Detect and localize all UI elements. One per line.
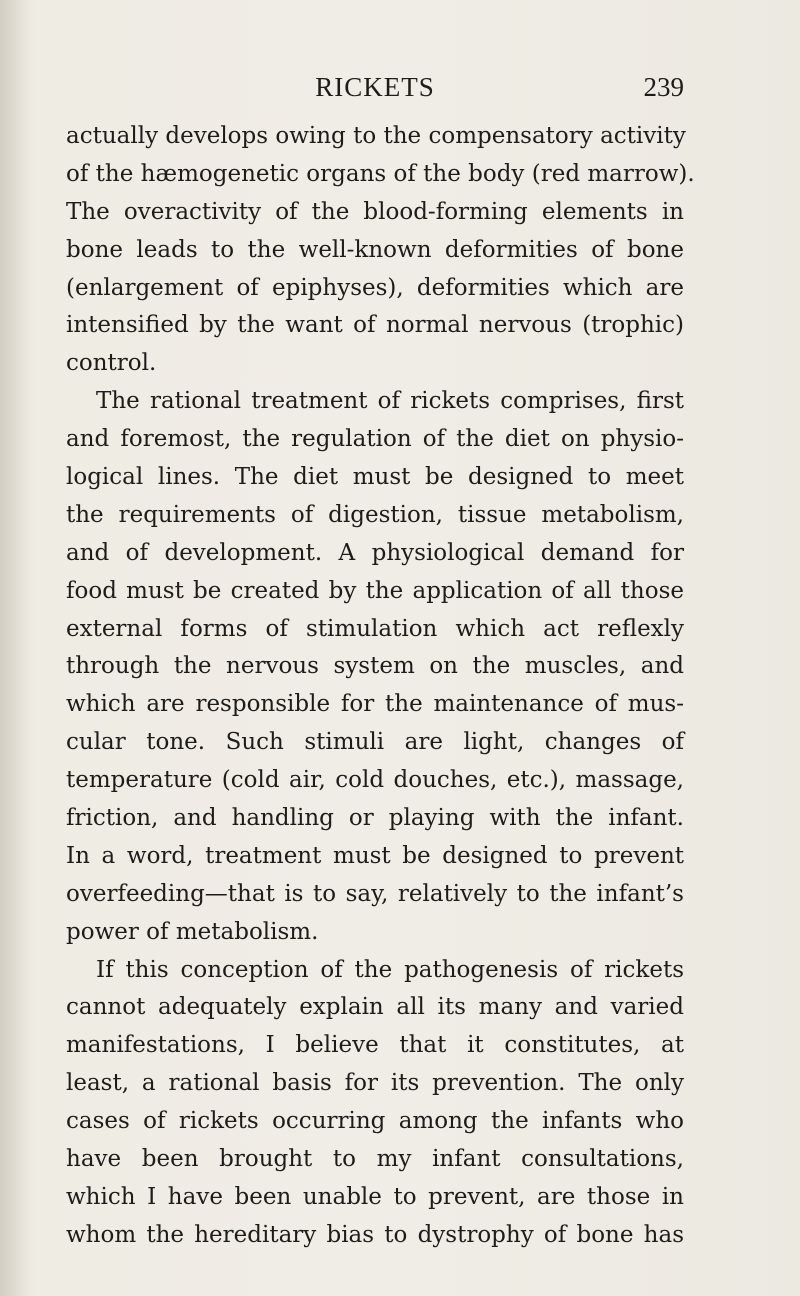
text-line: food must be created by the application of all those	[66, 577, 684, 604]
text-line: intensified by the want of normal nervous (trophic)	[66, 312, 684, 339]
page-number: 239	[643, 72, 684, 102]
text-line: cases of rickets occurring among the infants who	[66, 1108, 684, 1135]
text-line: which are responsible for the maintenance of mus-	[66, 691, 684, 718]
text-line: cular tone. Such stimuli are light, changes of	[66, 729, 684, 756]
gutter-shadow	[0, 0, 30, 1296]
text-line: bone leads to the well-known deformities of bone	[66, 236, 684, 263]
text-line: The rational treatment of rickets comprises, first	[96, 388, 684, 415]
text-line: control.	[66, 350, 157, 377]
text-line: power of metabolism.	[66, 918, 319, 945]
running-head	[66, 72, 684, 108]
text-line: and of development. A physiological demand for	[66, 539, 684, 566]
text-line: have been brought to my infant consultations,	[66, 1146, 684, 1173]
text-line: the requirements of digestion, tissue metabolism,	[66, 501, 684, 528]
text-line: temperature (cold air, cold douches, etc.), massage,	[66, 767, 684, 794]
text-line: actually develops owing to the compensatory activity	[66, 123, 686, 149]
text-line: cannot adequately explain all its many and varied	[66, 994, 684, 1021]
text-line: which I have been unable to prevent, are those in	[66, 1183, 684, 1210]
running-title: RICKETS	[315, 72, 435, 102]
text-line: of the hæmogenetic organs of the body (red marrow).	[66, 160, 695, 187]
text-line: manifestations, I believe that it constitutes, at	[66, 1032, 684, 1059]
text-line: The overactivity of the blood-forming elements in	[66, 198, 684, 225]
body-text	[66, 118, 695, 1255]
text-line: logical lines. The diet must be designed to meet	[66, 464, 684, 491]
text-line: least, a rational basis for its prevention. The only	[66, 1070, 684, 1097]
text-line: friction, and handling or playing with the infant.	[66, 805, 684, 832]
text-line: whom the hereditary bias to dystrophy of bone has	[66, 1221, 684, 1248]
text-line: and foremost, the regulation of the diet on physio-	[66, 426, 684, 453]
text-line: through the nervous system on the muscles, and	[66, 653, 684, 680]
text-line: If this conception of the pathogenesis of rickets	[96, 956, 684, 983]
text-line: overfeeding—that is to say, relatively to the infant’s	[66, 880, 684, 907]
text-line: external forms of stimulation which act reflexly	[66, 615, 684, 642]
text-line: In a word, treatment must be designed to prevent	[66, 842, 684, 869]
text-line: (enlargement of epiphyses), deformities which are	[66, 274, 684, 301]
